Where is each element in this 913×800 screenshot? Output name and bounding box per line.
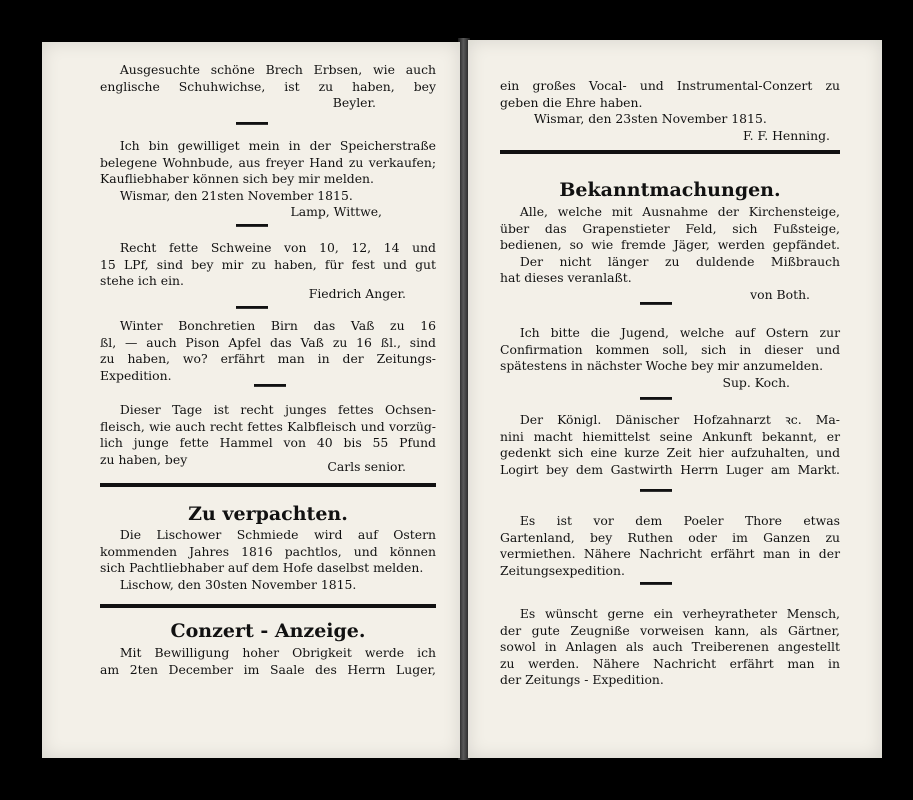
text-line: Die Lischower Schmiede wird auf Ostern (119, 527, 436, 542)
text-line: bedienen, so wie fremde Jäger, werden gepfändet. (500, 237, 840, 252)
text-line: Ausgesuchte schöne Brech Erbsen, wie auch (119, 62, 436, 77)
text-line: ßl, — auch Pison Apfel das Vaß zu 16 ßl., sind (100, 334, 436, 350)
text-line: Kaufliebhaber können sich bey mir melden. (100, 171, 374, 186)
text-line: spätestens in nächster Woche bey mir anzumelden. (500, 358, 824, 373)
text-line: belegene Wohnbude, aus freyer Hand zu verkaufen; (100, 154, 436, 170)
separator (640, 397, 672, 400)
text-line: zu haben, wo? erfährt man in der Zeitungs- (100, 351, 436, 366)
ad-pigs (100, 240, 436, 290)
text-line: vermiethen. Nähere Nachricht erfährt man in der (500, 546, 840, 561)
left-page (42, 42, 460, 758)
section-heading-lease (100, 503, 436, 525)
text-line: Logirt bey dem Gastwirth Herrn Luger am Markt. (500, 461, 840, 477)
signature: Carls senior. (327, 459, 406, 474)
signature: Sup. Koch. (722, 374, 790, 390)
text-line: der gute Zeugniße vorweisen kann, als Gärtner, (500, 622, 840, 638)
text-line: kommenden Jahres 1816 pachtlos, und können (100, 543, 436, 559)
section-rule (500, 150, 840, 154)
text-line: Ich bitte die Jugend, welche auf Ostern zur (519, 325, 840, 340)
notice-gardener (500, 606, 840, 689)
text-line: Confirmation kommen soll, sich in dieser und (500, 341, 840, 357)
text-line: der Zeitungs - Expedition. (500, 672, 664, 687)
notice-fields (500, 204, 840, 303)
text-line: Expedition. (100, 367, 172, 383)
text-line: ein großes Vocal- und Instrumental-Conzert zu (500, 78, 840, 93)
text-line: nini macht hiemittelst seine Ankunft bekannt, er (500, 428, 840, 444)
date-line: Wismar, den 21sten November 1815. (119, 187, 353, 203)
section-rule (100, 483, 436, 487)
text-line: Alle, welche mit Ausnahme der Kirchensteige, (519, 204, 840, 219)
heading-text: Conzert - Anzeige. (170, 620, 366, 642)
ad-pears (100, 318, 436, 384)
text-line: Gartenland, bey Ruthen oder im Ganzen zu (500, 529, 840, 545)
text-line: Es wünscht gerne ein verheyratheter Mensch, (519, 606, 840, 621)
text-line: sich Pachtliebhaber auf dem Hofe daselbst melden. (100, 560, 424, 575)
concert-continuation (500, 78, 840, 144)
text-line: 15 LPf, sind bey mir zu haben, für fest und gut (100, 256, 436, 272)
text-line: hat dieses veranlaßt. (500, 270, 632, 285)
notice-confirmation (500, 325, 840, 391)
right-page (468, 40, 882, 758)
text-line: Ich bin gewilliget mein in der Speicherstraße (119, 138, 436, 153)
text-line: Dieser Tage ist recht junges fettes Ochsen- (119, 402, 436, 417)
ad-meat-signature (100, 459, 406, 476)
signature: Lamp, Wittwe, (290, 204, 382, 219)
separator (236, 122, 268, 125)
text-line: geben die Ehre haben. (500, 94, 643, 110)
signature: von Both. (750, 286, 810, 302)
ad-lease (100, 527, 436, 593)
ad-pigs-signature (100, 286, 406, 303)
text-line: am 2ten December im Saale des Herrn Luger, (100, 661, 436, 677)
section-heading-notices (500, 179, 840, 201)
text-line: zu haben, bey (100, 451, 188, 467)
section-rule (100, 604, 436, 608)
text-line: gedenkt sich eine kurze Zeit hier aufzuhalten, und (500, 445, 840, 460)
text-line: stehe ich ein. (100, 273, 184, 288)
text-line: Recht fette Schweine von 10, 12, 14 und (119, 240, 436, 255)
section-heading-concert (100, 620, 436, 642)
ad-concert (100, 645, 436, 678)
separator (254, 384, 286, 387)
date-line: Lischow, den 30sten November 1815. (119, 576, 357, 592)
separator (236, 224, 268, 227)
text-line: englische Schuhwichse, ist zu haben, bey (100, 78, 436, 94)
ad-wohnbude (100, 138, 436, 221)
separator (640, 489, 672, 492)
signature: Beyler. (332, 95, 376, 110)
separator (640, 302, 672, 305)
separator (236, 306, 268, 309)
text-line: über das Grapenstieter Feld, sich Fußsteige, (500, 220, 840, 236)
text-line: Es ist vor dem Poeler Thore etwas (519, 513, 840, 528)
notice-dentist (500, 412, 840, 478)
separator (640, 582, 672, 585)
signature: F. F. Henning. (743, 127, 830, 143)
heading-text: Zu verpachten. (188, 503, 348, 525)
text-line: zu werden. Nähere Nachricht erfährt man in (500, 655, 840, 671)
text-line: Mit Bewilligung hoher Obrigkeit werde ich (119, 645, 436, 660)
signature: Fiedrich Anger. (308, 286, 406, 301)
text-line: Zeitungsexpedition. (500, 562, 625, 578)
heading-text: Bekanntmachungen. (559, 179, 781, 201)
text-line: lich junge fette Hammel von 40 bis 55 Pfund (100, 435, 436, 450)
text-line: Der nicht länger zu duldende Mißbrauch (519, 253, 840, 269)
date-line: Wismar, den 23sten November 1815. (533, 111, 767, 126)
text-line: sowol in Anlagen als auch Treiberenen angestellt (500, 639, 840, 654)
ad-peas (100, 62, 436, 95)
text-line: fleisch, wie auch recht fettes Kalbfleisch und vorzüg- (100, 418, 436, 434)
ad-peas-signature (100, 95, 376, 112)
text-line: Winter Bonchretien Birn das Vaß zu 16 (119, 318, 436, 333)
text-line: Der Königl. Dänischer Hofzahnarzt ꝛc. Ma- (519, 412, 840, 427)
notice-garden (500, 513, 840, 579)
